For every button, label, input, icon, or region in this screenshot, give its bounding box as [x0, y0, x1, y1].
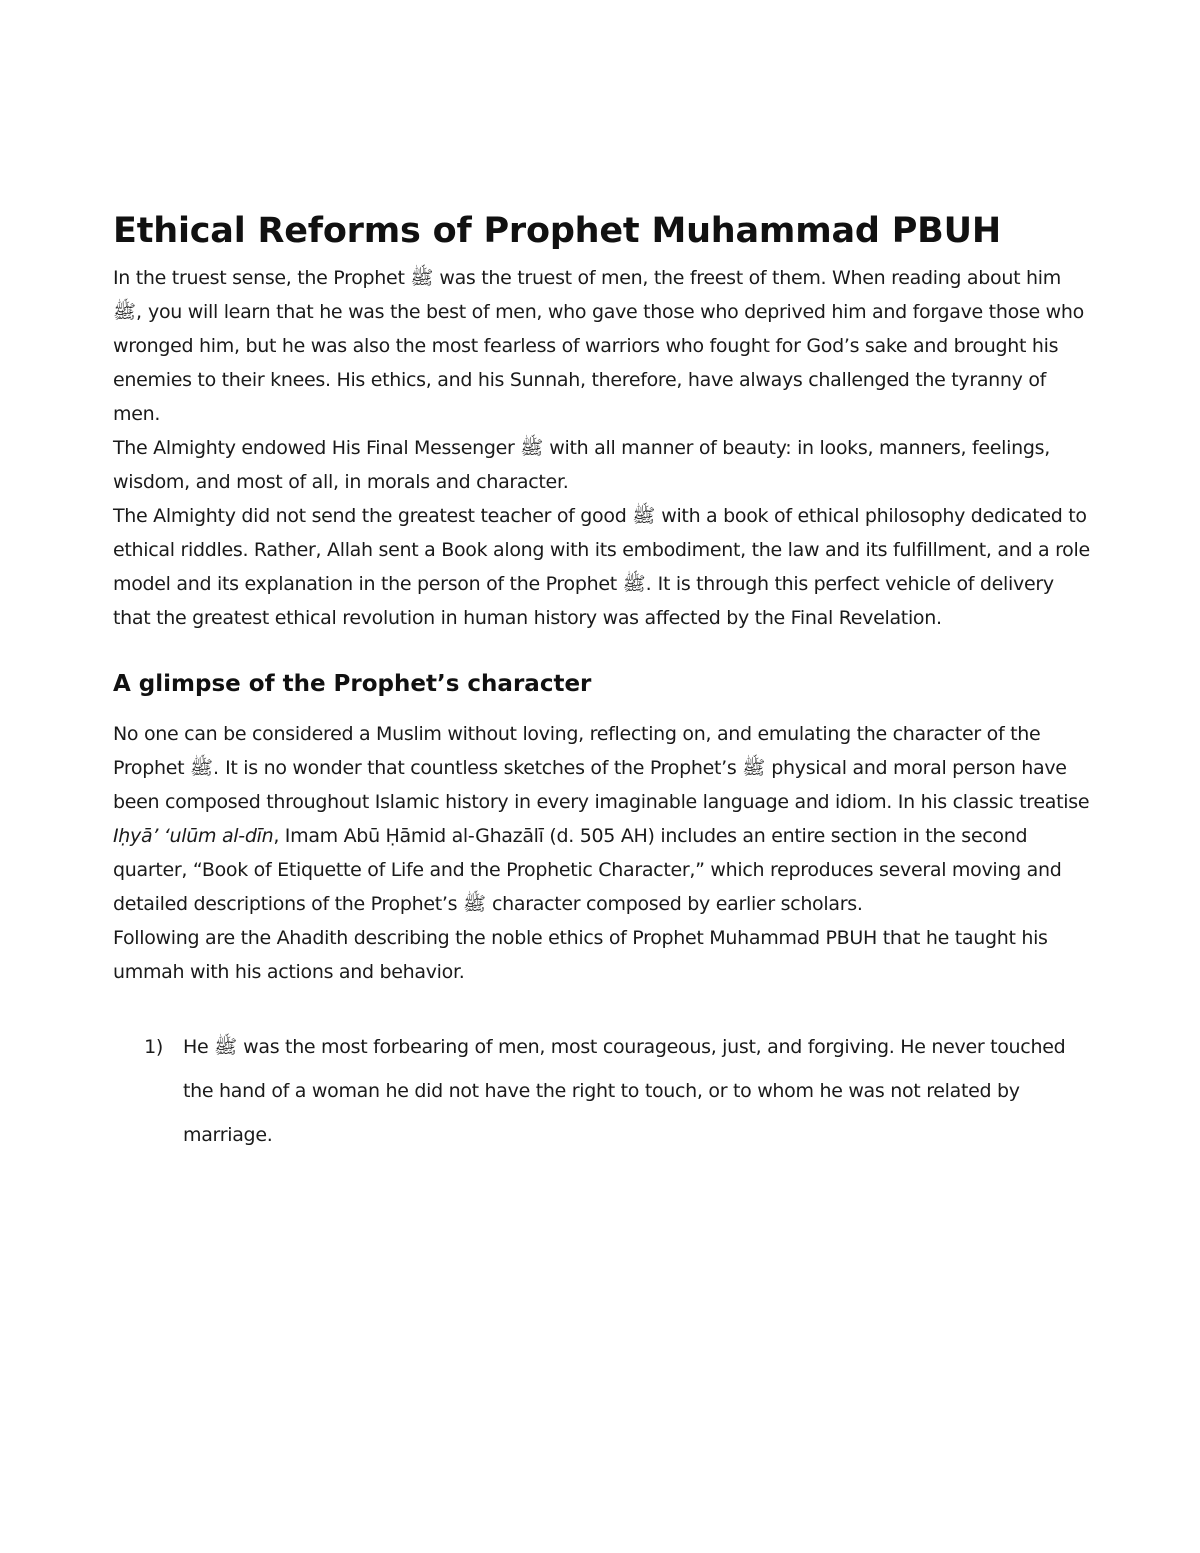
- list-item: [113, 1025, 1093, 1157]
- section-heading: A glimpse of the Prophet’s character: [113, 671, 592, 697]
- list-item-number: 1): [144, 1036, 163, 1058]
- section-paragraph-1: [113, 717, 1093, 921]
- intro-paragraph-2: The Almighty endowed His Final Messenger ﷺ with all manner of beauty: in looks, manners, feelings, wisdom, and most of all, in morals and character.: [113, 437, 1050, 493]
- document-page: [113, 207, 1093, 1157]
- hadith-list: [113, 1025, 1093, 1157]
- book-title: Iḥyā’ ‘ulūm al-dīn: [113, 825, 274, 847]
- section-paragraph-1-text-a: No one can be considered a Muslim without loving, reflecting on, and emulating the character of the Prophet ﷺ. It is no wonder that countless sketches of the Prophet’s ﷺ physical and moral person have been composed throughout Islamic history in every imaginable language and idiom. In his classic treatise: [113, 723, 1090, 813]
- section-paragraph-1-text-b: , Imam Abū Ḥāmid al-Ghazālī (d. 505 AH) includes an entire section in the second quarter, “Book of Etiquette of Life and the Prophetic Character,” which reproduces several moving and detailed descriptions of the Prophet’s ﷺ character composed by earlier scholars.: [113, 825, 1062, 915]
- intro-paragraph-1: In the truest sense, the Prophet ﷺ was the truest of men, the freest of them. When reading about him ﷺ, you will learn that he was the best of men, who gave those who deprived him and forgave those who wronged him, but he was also the most fearless of warriors who fought for God’s sake and brought his enemies to their knees. His ethics, and his Sunnah, therefore, have always challenged the tyranny of men.: [113, 267, 1084, 425]
- intro-paragraph-3: The Almighty did not send the greatest teacher of good ﷺ with a book of ethical philosophy dedicated to ethical riddles. Rather, Allah sent a Book along with its embodiment, the law and its fulfillment, and a role model and its explanation in the person of the Prophet ﷺ. It is through this perfect vehicle of delivery that the greatest ethical revolution in human history was affected by the Final Revelation.: [113, 505, 1090, 629]
- section-paragraph-2: Following are the Ahadith describing the noble ethics of Prophet Muhammad PBUH that he taught his ummah with his actions and behavior.: [113, 927, 1048, 983]
- page-title: Ethical Reforms of Prophet Muhammad PBUH: [113, 211, 1001, 251]
- list-item-text: He ﷺ was the most forbearing of men, most courageous, just, and forgiving. He never touched the hand of a woman he did not have the right to touch, or to whom he was not related by marriage.: [183, 1036, 1066, 1146]
